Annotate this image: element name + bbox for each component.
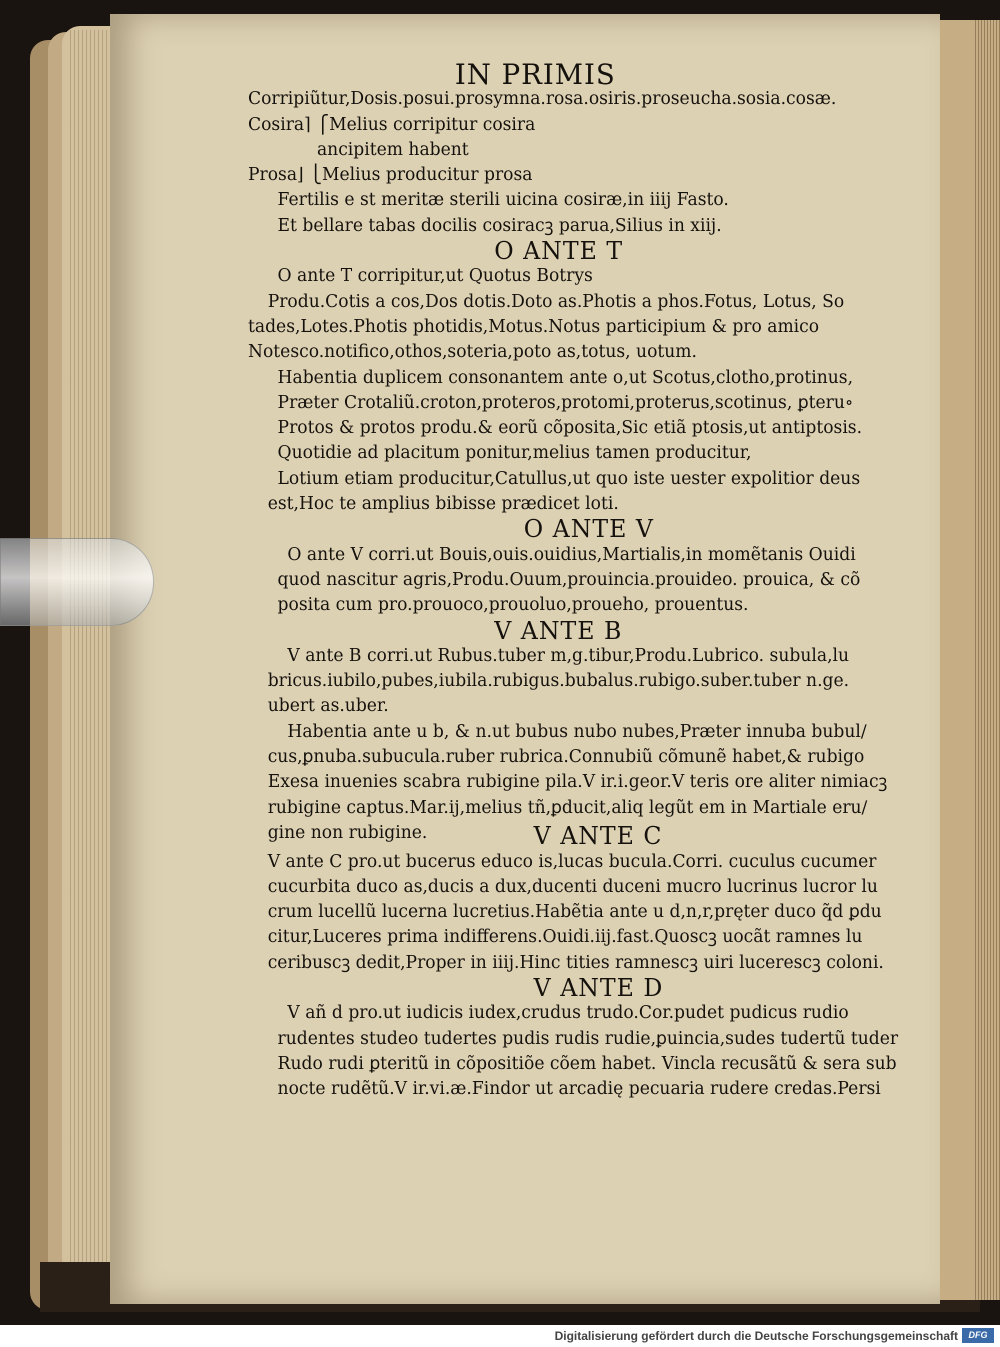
text-line: ubert as.uber. [267,696,389,717]
text-line: V ante B corri.ut Rubus.tuber m,g.tibur,Produ.Lubrico. subula,lu [287,645,850,666]
section-heading: O ANTE T [494,237,624,266]
section-heading: O ANTE V [523,515,654,544]
text-line: Habentia duplicem consonantem ante o,ut Scotus,clotho,protinus, [277,367,854,388]
text-line: Prosa⌋ ⎩Melius producitur prosa [248,165,533,186]
text-line: Rudo rudi ꝑteritũ in cõpositiõe cõem habet. Vincla recusãtũ & sera sub [277,1053,897,1074]
text-line: Protos & protos produ.& eorũ cõposita,Sic etiã ptosis,ut antiptosis. [277,418,863,439]
text-line: Quotidie ad placitum ponitur,melius tamen producitur, [277,443,752,464]
text-line: Præter Crotaliũ.croton,proteros,protomi,proterus,scotinus, ꝑteru∘ [277,392,854,413]
text-line: ancipitem habent [316,139,469,160]
text-line: Fertilis e st meritæ sterili uicina cosiræ,in iiij Fasto. [277,190,729,211]
text-line: quod nascitur agris,Produ.Ouum,prouincia.prouideo. prouica, & cõ [277,569,861,590]
text-line: ceribuscꝫ dedit,Proper in iiij.Hinc tities ramnescꝫ uiri lucerescꝫ coloni. [267,952,884,973]
dfg-logo-icon: DFG [962,1328,994,1343]
text-line: V añ d pro.ut iudicis iudex,crudus trudo.Cor.pudet pudicus rudio [287,1003,849,1024]
page-text [248,58,918,1102]
text-line: O ante V corri.ut Bouis,ouis.ouidius,Martialis,in momẽtanis Ouidi [287,544,856,565]
text-line: rubigine captus.Mar.ij,melius tñ,ꝑducit,aliq legũt em in Martiale eru∕ [267,797,868,818]
text-line: rudentes studeo tudertes pudis rudis rudie,ꝑuincia,sudes tudertũ tuder [277,1028,899,1049]
facing-page-stack [975,20,1000,1300]
text-line: V ante C pro.ut bucerus educo is,lucas bucula.Corri. cuculus cucumer [267,851,877,872]
text-line: Habentia ante u b, & n.ut bubus nubo nubes,Præter innuba bubul∕ [287,721,867,742]
text-line: Notesco.notifico,othos,soteria,poto as,totus, uotum. [248,342,697,363]
glass-page-weight [0,538,154,626]
text-line: Corripiũtur,Dosis.posui.prosymna.rosa.osiris.proseucha.sosia.cosæ. [248,89,837,110]
text-line: cus,ꝑnuba.subucula.ruber rubrica.Connubiũ cõmunẽ habet,& rubigo [267,747,865,768]
text-line: gine non rubigine. [267,822,428,843]
text-line: nocte rudẽtũ.V ir.vi.æ.Findor ut arcadię pecuaria rudere credas.Persi [277,1079,881,1100]
text-line: cucurbita duco as,ducis a dux,ducenti duceni mucro lucrinus lucror lu [267,876,878,897]
text-line: Et bellare tabas docilis cosiracꝫ parua,Silius in xiij. [277,215,722,236]
footer-bar [0,1325,1000,1347]
text-line: citur,Luceres prima indifferens.Ouidi.iij.fast.Quoscꝫ uocãt ramnes lu [267,927,863,948]
text-line: Exesa inuenies scabra rubigine pila.V ir.i.geor.V teris ore aliter nimiacꝫ [267,772,888,793]
text-line: crum lucellũ lucerna lucretius.Habẽtia ante u d,n,r,pręter duco q̃d ꝑdu [267,902,882,923]
section-heading: V ANTE D [533,973,664,1002]
text-line: tades,Lotes.Photis photidis,Motus.Notus participium & pro amico [248,316,820,337]
running-head: IN PRIMIS [454,58,616,91]
funding-credit: Digitalisierung gefördert durch die Deutsche Forschungsgemeinschaft [554,1329,958,1343]
text-line: posita cum pro.prouoco,prouoluo,proueho, prouentus. [277,595,749,616]
text-line: bricus.iubilo,pubes,iubila.rubigus.bubalus.rubigo.suber.tuber n.ge. [267,671,850,692]
text-line: O ante T corripitur,ut Quotus Botrys [277,266,593,287]
text-line: est,Hoc te amplius bibisse prædicet loti. [267,494,619,515]
text-line: Produ.Cotis a cos,Dos dotis.Doto as.Photis a phos.Fotus, Lotus, So [267,291,845,312]
text-line: Cosira⌉ ⎧Melius corripitur cosira [248,114,536,135]
section-heading: V ANTE B [494,616,623,645]
section-heading: V ANTE C [533,822,663,851]
text-line: Lotium etiam producitur,Catullus,ut quo iste uester expolitior deus [277,468,861,489]
